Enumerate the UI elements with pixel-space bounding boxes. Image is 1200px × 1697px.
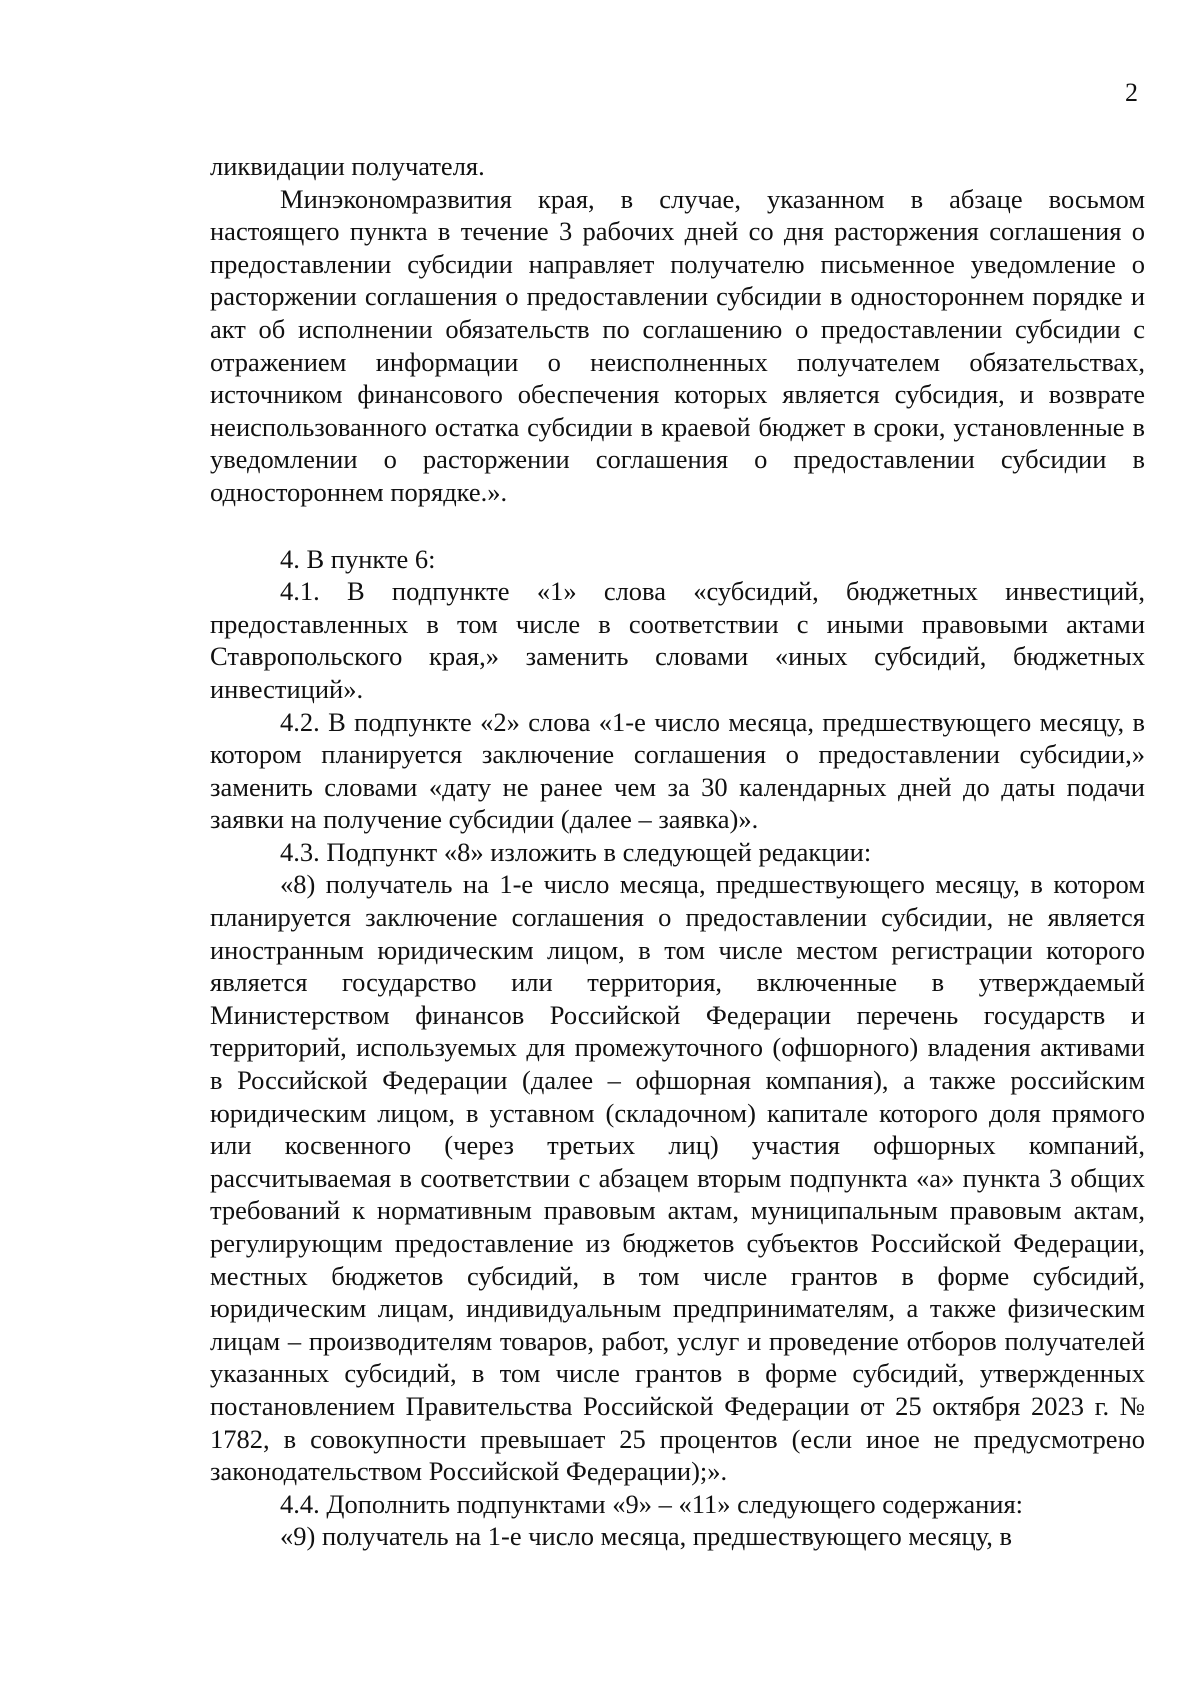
page-number: 2	[1125, 78, 1138, 107]
paragraph-heading: 4. В пункте 6:	[280, 543, 436, 574]
paragraph: 4.3. Подпункт «8» изложить в следующей редакции:	[280, 836, 872, 867]
paragraph: Минэкономразвития края, в случае, указанном в абзаце восьмом настоящего пункта в течение 3 рабочих дней со дня расторжения соглашения о предоставлении субсидии направляет получателю письменное уведомление о расторжении соглашения о предоставлении субсидии в одностороннем порядке и акт об исполнении обязательств по соглашению о предоставлении субсидии с отражением информации о неисполненных получателем обязательствах, источником финансового обеспечения которых является субсидия, и возврате неиспользованного остатка субсидии в краевой бюджет в сроки, установленные в уведомлении о расторжении соглашения о предоставлении субсидии в одностороннем порядке.».	[210, 183, 1145, 507]
paragraph: «9) получатель на 1-е число месяца, предшествующего месяцу, в	[280, 1521, 1013, 1552]
paragraph: 4.4. Дополнить подпунктами «9» – «11» следующего содержания:	[280, 1488, 1023, 1519]
paragraph: 4.2. В подпункте «2» слова «1-е число месяца, предшествующего месяцу, в котором планируется заключение соглашения о предоставлении субсидии,» заменить словами «дату не ранее чем за 30 календарных дней до даты подачи заявки на получение субсидии (далее – заявка)».	[210, 706, 1145, 835]
document-body	[210, 150, 1145, 1553]
paragraph: «8) получатель на 1-е число месяца, предшествующего месяцу, в котором планируется заключение соглашения о предоставлении субсидии, не является иностранным юридическим лицом, в том числе местом регистрации которого является государство или территория, включенные в утверждаемый Министерством финансов Российской Федерации перечень государств и территорий, используемых для промежуточного (офшорного) владения активами в Российской Федерации (далее – офшорная компания), а также российским юридическим лицом, в уставном (складочном) капитале которого доля прямого или косвенного (через третьих лиц) участия офшорных компаний, рассчитываемая в соответствии с абзацем вторым подпункта «а» пункта 3 общих требований к нормативным правовым актам, муниципальным правовым актам, регулирующим предоставление из бюджетов субъектов Российской Федерации, местных бюджетов субсидий, в том числе грантов в форме субсидий, юридическим лицам, индивидуальным предпринимателям, а также физическим лицам – производителям товаров, работ, услуг и проведение отборов получателей указанных субсидий, в том числе грантов в форме субсидий, утвержденных постановлением Правительства Российской Федерации от 25 октября 2023 г. № 1782, в совокупности превышает 25 процентов (если иное не предусмотрено законодательством Российской Федерации);».	[210, 869, 1145, 1487]
paragraph: 4.1. В подпункте «1» слова «субсидий, бюджетных инвестиций, предоставленных в том числе в соответствии с иными правовыми актами Ставропольского края,» заменить словами «иных субсидий, бюджетных инвестиций».	[210, 576, 1145, 704]
paragraph: ликвидации получателя.	[210, 151, 485, 181]
